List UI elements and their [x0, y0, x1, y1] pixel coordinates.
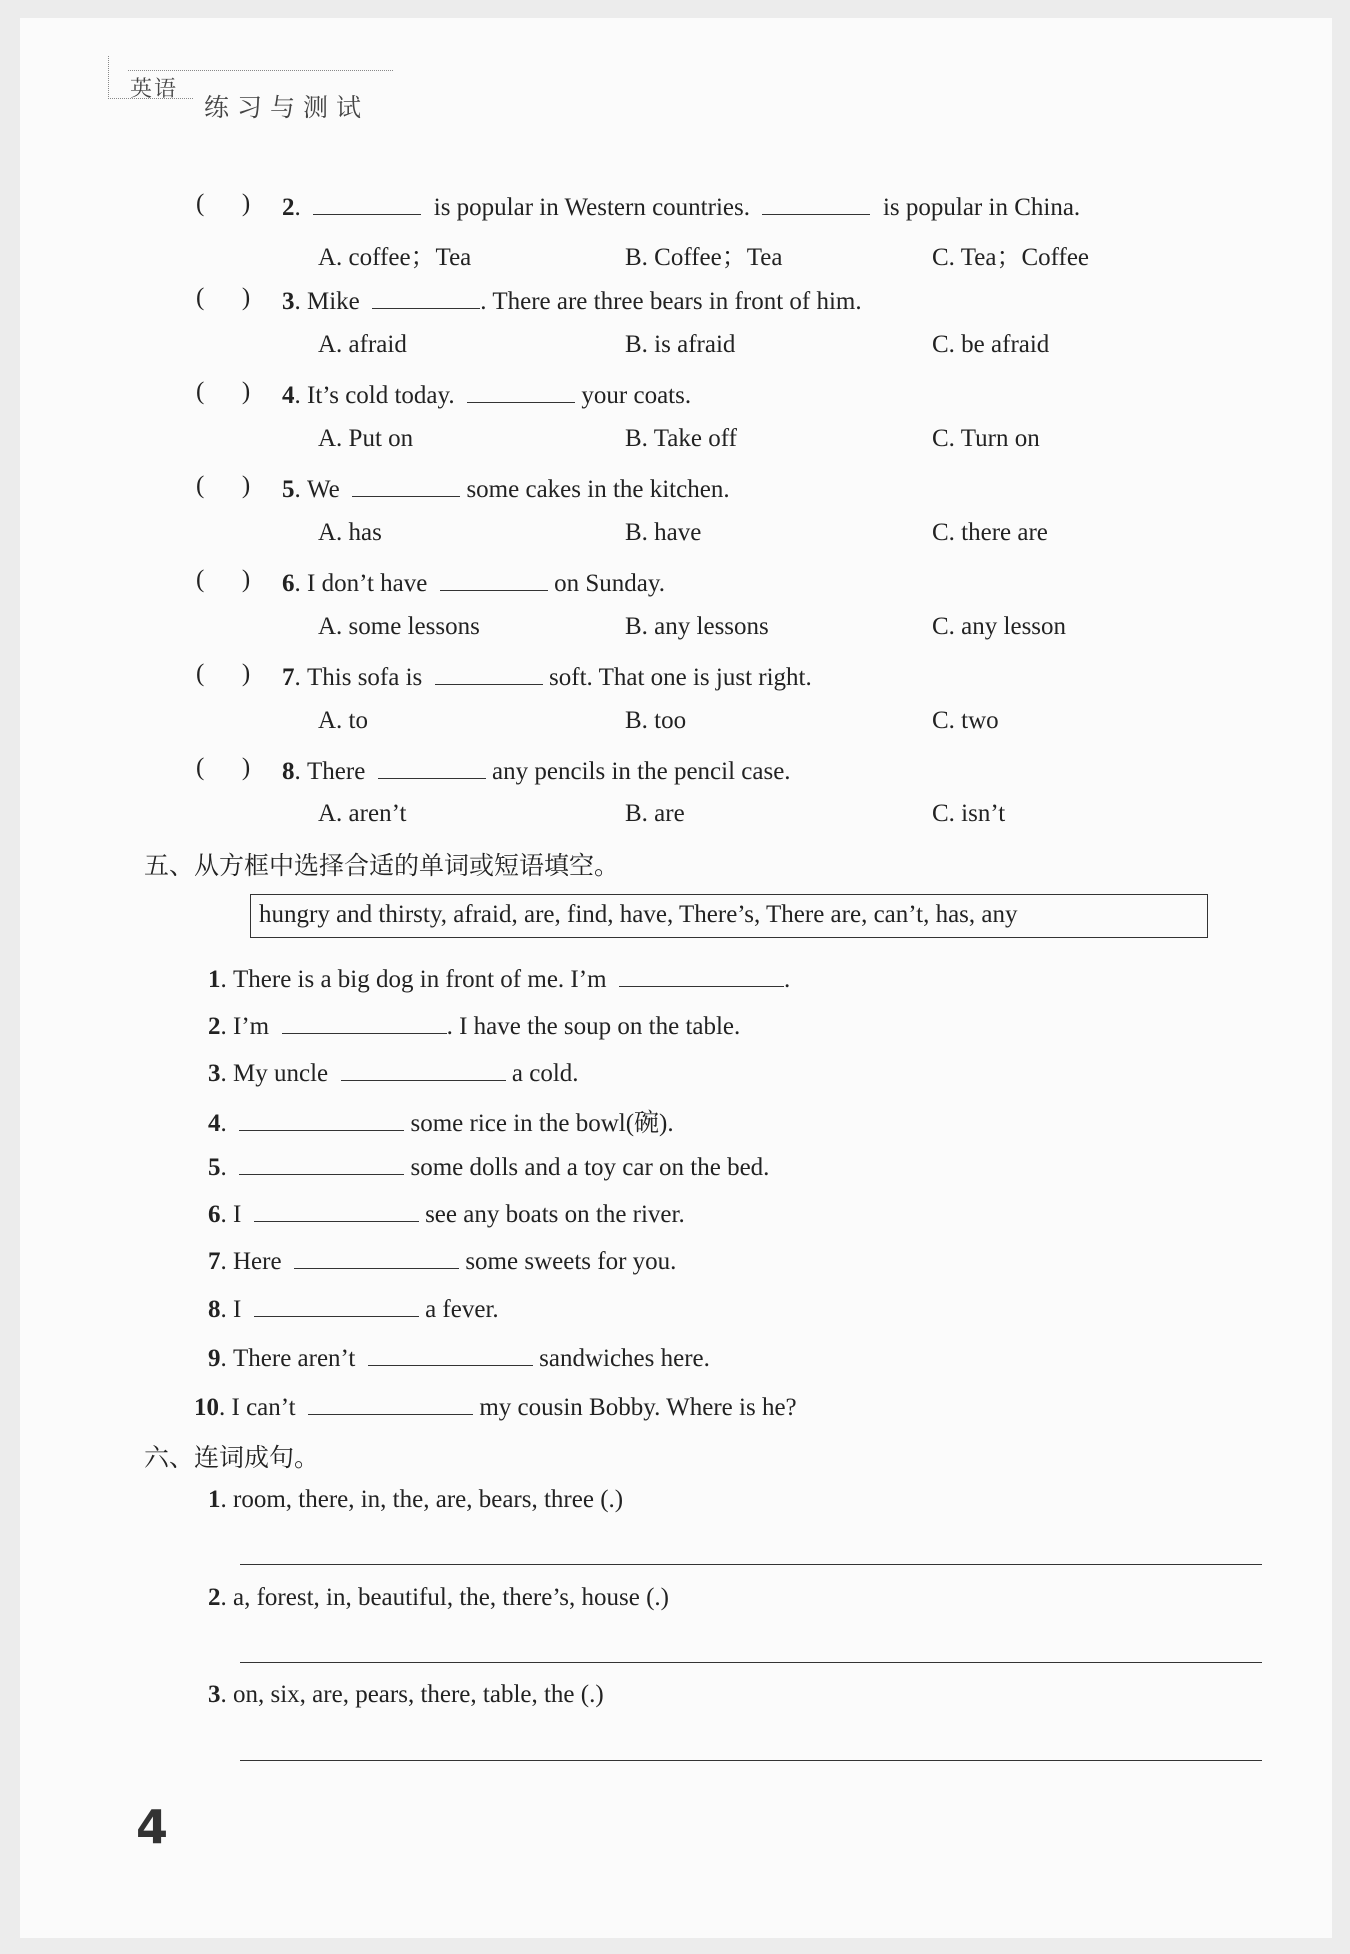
- blank[interactable]: [294, 1244, 459, 1269]
- blank[interactable]: [352, 472, 460, 497]
- question-3: 3. Mike . There are three bears in front of him.: [282, 284, 862, 316]
- blank[interactable]: [372, 284, 480, 309]
- fill-item-2: 2. I’m . I have the soup on the table.: [208, 1009, 740, 1041]
- blank[interactable]: [239, 1106, 404, 1131]
- blank[interactable]: [254, 1197, 419, 1222]
- fill-item-7: 7. Here some sweets for you.: [208, 1244, 676, 1276]
- blank[interactable]: [378, 754, 486, 779]
- answer-paren[interactable]: ( ): [196, 754, 251, 781]
- option-a: A. some lessons: [318, 613, 480, 640]
- option-b: B. is afraid: [625, 331, 736, 358]
- header-title: 练习与测试: [204, 93, 370, 122]
- option-b: B. have: [625, 519, 702, 546]
- blank[interactable]: [308, 1390, 473, 1415]
- question-5: 5. We some cakes in the kitchen.: [282, 472, 730, 504]
- section-6-title: 六、连词成句。: [144, 1443, 320, 1472]
- option-c: C. be afraid: [932, 331, 1050, 358]
- option-b: B. Take off: [625, 425, 737, 452]
- sentence-item-1: 1. room, there, in, the, are, bears, three (.): [208, 1486, 624, 1513]
- question-2: 2. is popular in Western countries. is popular in China.: [282, 190, 1080, 222]
- header-subject: 英语: [130, 77, 179, 102]
- section-5-title: 五、从方框中选择合适的单词或短语填空。: [144, 851, 620, 880]
- option-c: C. Turn on: [932, 425, 1040, 452]
- option-c: C. any lesson: [932, 613, 1067, 640]
- answer-paren[interactable]: ( ): [196, 660, 251, 687]
- blank[interactable]: [762, 190, 870, 215]
- question-6: 6. I don’t have on Sunday.: [282, 566, 665, 598]
- option-a: A. afraid: [318, 331, 407, 358]
- option-a: A. Put on: [318, 425, 414, 452]
- fill-item-3: 3. My uncle a cold.: [208, 1056, 579, 1088]
- question-4: 4. It’s cold today. your coats.: [282, 378, 691, 410]
- question-8: 8. There any pencils in the pencil case.: [282, 754, 791, 786]
- fill-item-5: 5. some dolls and a toy car on the bed.: [208, 1150, 769, 1182]
- fill-item-6: 6. I see any boats on the river.: [208, 1197, 685, 1229]
- fill-item-4: 4. some rice in the bowl(碗).: [208, 1103, 674, 1139]
- option-b: B. Coffee；Tea: [625, 244, 783, 271]
- blank[interactable]: [368, 1341, 533, 1366]
- question-7: 7. This sofa is soft. That one is just right.: [282, 660, 812, 692]
- option-c: C. two: [932, 707, 999, 734]
- header-dotted-line: [128, 70, 393, 71]
- option-c: C. Tea；Coffee: [932, 244, 1090, 271]
- answer-line[interactable]: [240, 1564, 1262, 1565]
- option-a: A. coffee；Tea: [318, 244, 472, 271]
- blank[interactable]: [435, 660, 543, 685]
- fill-item-10: 10. I can’t my cousin Bobby. Where is he?: [194, 1390, 797, 1422]
- option-b: B. too: [625, 707, 687, 734]
- option-c: C. there are: [932, 519, 1048, 546]
- answer-paren[interactable]: ( ): [196, 190, 251, 217]
- blank[interactable]: [467, 378, 575, 403]
- option-a: A. aren’t: [318, 800, 407, 827]
- blank[interactable]: [440, 566, 548, 591]
- option-a: A. to: [318, 707, 368, 734]
- blank[interactable]: [282, 1009, 447, 1034]
- word-box: hungry and thirsty, afraid, are, find, have, There’s, There are, can’t, has, any: [250, 894, 1208, 938]
- fill-item-9: 9. There aren’t sandwiches here.: [208, 1341, 710, 1373]
- blank[interactable]: [341, 1056, 506, 1081]
- blank[interactable]: [239, 1150, 404, 1175]
- answer-paren[interactable]: ( ): [196, 472, 251, 499]
- answer-paren[interactable]: ( ): [196, 378, 251, 405]
- option-b: B. are: [625, 800, 685, 827]
- answer-paren[interactable]: ( ): [196, 284, 251, 311]
- answer-paren[interactable]: ( ): [196, 566, 251, 593]
- option-c: C. isn’t: [932, 800, 1006, 827]
- option-b: B. any lessons: [625, 613, 769, 640]
- sentence-item-2: 2. a, forest, in, beautiful, the, there’s, house (.): [208, 1584, 669, 1611]
- sentence-item-3: 3. on, six, are, pears, there, table, the (.): [208, 1681, 604, 1708]
- answer-line[interactable]: [240, 1662, 1262, 1663]
- fill-item-1: 1. There is a big dog in front of me. I’m .: [208, 962, 790, 994]
- blank[interactable]: [313, 190, 421, 215]
- option-a: A. has: [318, 519, 382, 546]
- fill-item-8: 8. I a fever.: [208, 1292, 499, 1324]
- blank[interactable]: [619, 962, 784, 987]
- blank[interactable]: [254, 1292, 419, 1317]
- answer-line[interactable]: [240, 1760, 1262, 1761]
- page-number: 4: [136, 1800, 169, 1854]
